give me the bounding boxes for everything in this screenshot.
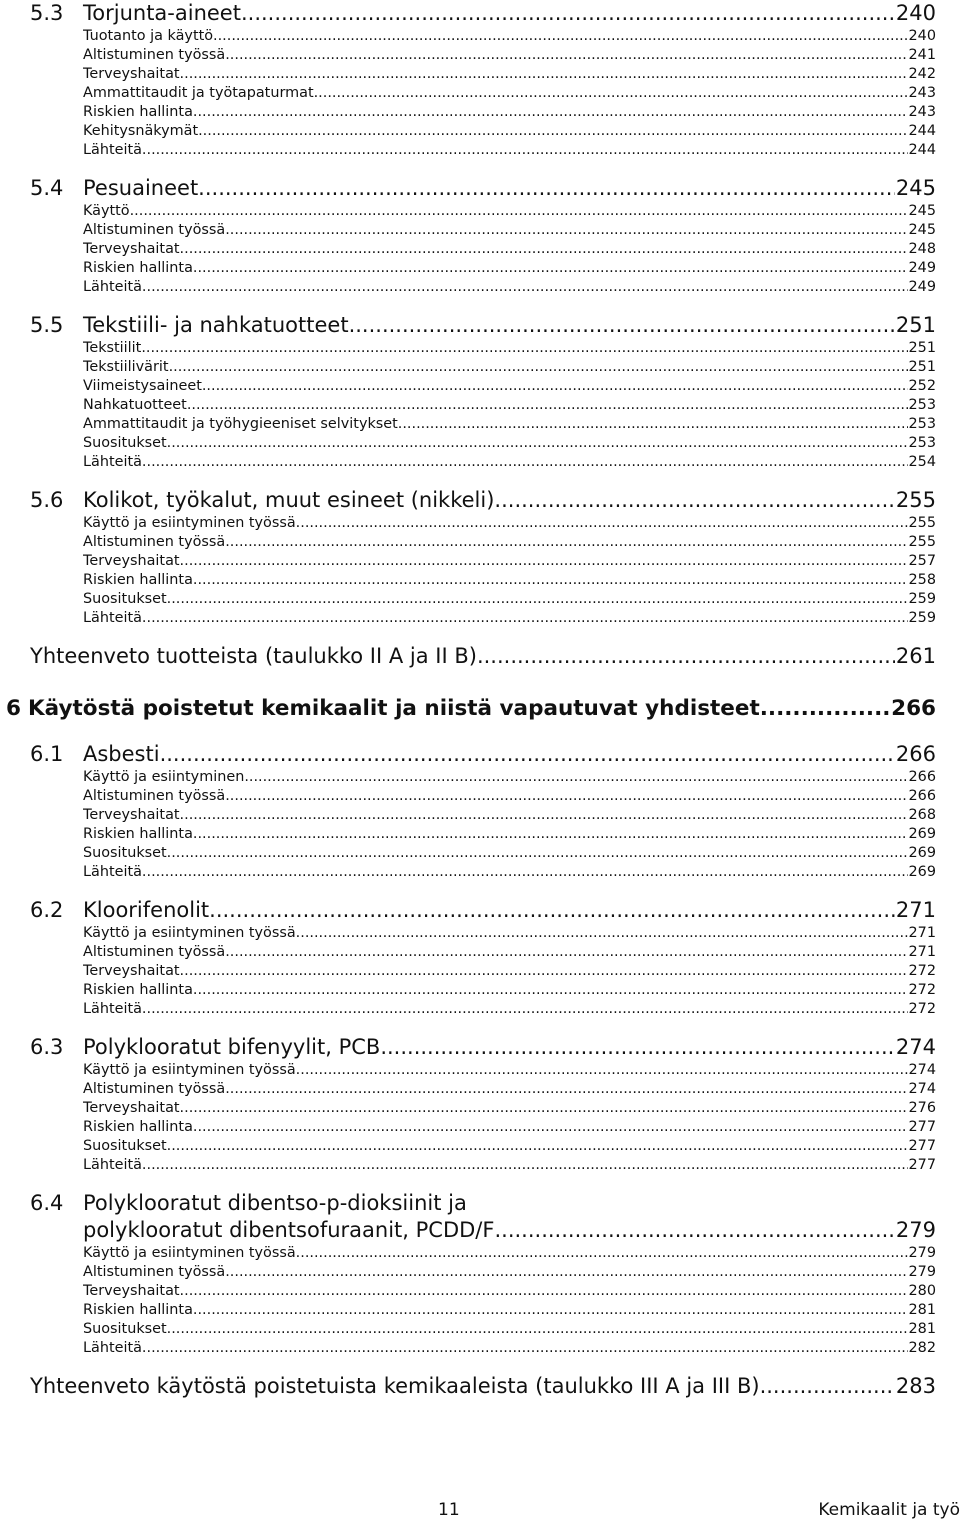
entry-title: Käyttö ja esiintyminen työssä [83, 1245, 296, 1261]
entry-title: Suositukset [83, 591, 167, 607]
entry-title: Nahkatuotteet [83, 397, 187, 413]
dot-leader [142, 863, 908, 882]
toc-block [0, 1034, 960, 1175]
section-title-line2: polyklooratut dibentsofuraanit, PCDD/F [83, 1218, 495, 1242]
entry-title: Terveyshaitat [83, 963, 180, 979]
dot-leader [167, 844, 908, 863]
section-number: 6.3 [30, 1035, 64, 1059]
entry-page: 269 [908, 864, 936, 880]
entry-title: Lähteitä [83, 1340, 142, 1356]
section-page: 245 [895, 176, 936, 200]
toc-entry [83, 514, 936, 533]
toc-section-heading [30, 312, 936, 339]
entry-page: 268 [908, 807, 936, 823]
toc-section-heading-line [30, 1217, 936, 1244]
section-title: Pesuaineet [83, 176, 199, 200]
toc-entry [83, 552, 936, 571]
toc-entry [83, 396, 936, 415]
dot-leader [225, 533, 907, 552]
toc-entry [83, 533, 936, 552]
entry-page: 254 [908, 454, 936, 470]
toc-section-heading [30, 897, 936, 924]
dot-leader [241, 0, 895, 27]
entry-page: 248 [908, 241, 936, 257]
dot-leader [180, 65, 908, 84]
toc-block [0, 312, 960, 472]
toc-entry [83, 768, 936, 787]
entry-title: Lähteitä [83, 610, 142, 626]
page-footer [0, 1500, 960, 1524]
dot-leader [142, 1339, 908, 1358]
entry-title: Suositukset [83, 435, 167, 451]
dot-leader [142, 453, 908, 472]
section-page: 271 [895, 898, 936, 922]
toc-block [0, 175, 960, 297]
dot-leader [380, 1034, 895, 1061]
entry-title: Altistuminen työssä [83, 1081, 226, 1097]
entry-page: 271 [908, 925, 936, 941]
entry-title: Riskien hallinta [83, 1119, 193, 1135]
toc-entry [83, 571, 936, 590]
entry-title: Ammattitaudit ja työhygieeniset selvitykset [83, 416, 398, 432]
dot-leader [141, 339, 907, 358]
dot-leader [198, 175, 895, 202]
entry-title: Terveyshaitat [83, 553, 180, 569]
entry-title: Altistuminen työssä [83, 1264, 226, 1280]
dot-leader [296, 924, 908, 943]
entry-title: Kehitysnäkymät [83, 123, 199, 139]
entry-page: 277 [908, 1119, 936, 1135]
entry-title: Terveyshaitat [83, 1100, 180, 1116]
entry-page: 269 [908, 845, 936, 861]
entry-page: 249 [908, 260, 936, 276]
toc-entry [83, 103, 936, 122]
toc-entry [83, 141, 936, 160]
dot-leader [314, 84, 908, 103]
toc-entry [83, 1118, 936, 1137]
toc-entry [83, 825, 936, 844]
dot-leader [193, 1301, 908, 1320]
section-number: 6 [6, 696, 21, 721]
publication-title: Kemikaalit ja työ [818, 1500, 960, 1520]
section-title: Tekstiili- ja nahkatuotteet [83, 313, 349, 337]
section-title-line1: Polyklooratut dibentso-p-dioksiinit ja [83, 1191, 467, 1215]
toc-entry [83, 240, 936, 259]
entry-page: 280 [908, 1283, 936, 1299]
dot-leader [760, 1373, 895, 1400]
entry-title: Altistuminen työssä [83, 534, 226, 550]
toc-entry [83, 84, 936, 103]
dot-leader [130, 202, 908, 221]
entry-page: 269 [908, 826, 936, 842]
dot-leader [167, 434, 908, 453]
section-number: 6.2 [30, 898, 64, 922]
dot-leader [760, 694, 890, 723]
toc-block [0, 487, 960, 628]
entry-page: 272 [908, 982, 936, 998]
toc-entry [83, 1156, 936, 1175]
toc-summary-heading [30, 1373, 936, 1400]
toc-entry [83, 787, 936, 806]
entry-title: Käyttö ja esiintyminen [83, 769, 245, 785]
entry-page: 277 [908, 1138, 936, 1154]
toc-entry [83, 943, 936, 962]
section-number: 5.6 [30, 488, 64, 512]
toc-entry [83, 590, 936, 609]
dot-leader [167, 590, 908, 609]
entry-page: 259 [908, 591, 936, 607]
section-number: 5.5 [30, 313, 64, 337]
dot-leader [213, 27, 908, 46]
section-page: 251 [895, 313, 936, 337]
entry-page: 279 [908, 1245, 936, 1261]
entry-page: 274 [908, 1062, 936, 1078]
toc-entry [83, 259, 936, 278]
toc-entry [83, 434, 936, 453]
dot-leader [225, 1080, 907, 1099]
toc-section-heading [30, 1190, 936, 1244]
dot-leader [296, 1061, 908, 1080]
toc-section-heading-line [30, 1190, 936, 1217]
entry-page: 249 [908, 279, 936, 295]
entry-page: 272 [908, 1001, 936, 1017]
summary-page: 261 [895, 644, 936, 668]
entry-title: Ammattitaudit ja työtapaturmat [83, 85, 314, 101]
toc-entry [83, 924, 936, 943]
toc-section-heading [30, 487, 936, 514]
section-number: 6.4 [30, 1191, 64, 1215]
dot-leader [225, 943, 907, 962]
section-title: Asbesti [83, 742, 160, 766]
section-number: 6.1 [30, 742, 64, 766]
entry-page: 243 [908, 85, 936, 101]
dot-leader [169, 358, 908, 377]
dot-leader [180, 552, 908, 571]
section-title: Kolikot, työkalut, muut esineet (nikkeli) [83, 488, 495, 512]
section-title: Käytöstä poistetut kemikaalit ja niistä vapautuvat yhdisteet [28, 696, 760, 721]
entry-page: 272 [908, 963, 936, 979]
toc-block [0, 1190, 960, 1358]
entry-page: 244 [908, 142, 936, 158]
toc-entry [83, 202, 936, 221]
dot-leader [349, 312, 895, 339]
section-page: 274 [895, 1035, 936, 1059]
entry-title: Käyttö [83, 203, 130, 219]
summary-title: Yhteenveto tuotteista (taulukko II A ja II B) [30, 644, 477, 668]
toc-entry [83, 1080, 936, 1099]
toc-block [0, 643, 960, 670]
toc-entry [83, 981, 936, 1000]
section-number: 5.3 [30, 1, 64, 25]
entry-title: Tekstiilivärit [83, 359, 169, 375]
entry-title: Riskien hallinta [83, 826, 193, 842]
toc-entry [83, 806, 936, 825]
toc-block [0, 1373, 960, 1400]
toc-section-heading [30, 175, 936, 202]
toc-entry [83, 1263, 936, 1282]
entry-title: Riskien hallinta [83, 1302, 193, 1318]
entry-page: 252 [908, 378, 936, 394]
entry-title: Tekstiilit [83, 340, 142, 356]
entry-title: Terveyshaitat [83, 66, 180, 82]
dot-leader [180, 240, 908, 259]
toc-entry [83, 1339, 936, 1358]
toc-entry [83, 453, 936, 472]
toc-entry [83, 415, 936, 434]
entry-title: Altistuminen työssä [83, 788, 226, 804]
entry-title: Riskien hallinta [83, 260, 193, 276]
toc-entry [83, 339, 936, 358]
toc-summary-heading [30, 643, 936, 670]
dot-leader [160, 741, 895, 768]
dot-leader [180, 1099, 908, 1118]
summary-page: 283 [895, 1374, 936, 1398]
entry-page: 240 [908, 28, 936, 44]
section-title: Polyklooratut bifenyylit, PCB [83, 1035, 381, 1059]
entry-page: 251 [908, 359, 936, 375]
dot-leader [225, 46, 907, 65]
section-page: 255 [895, 488, 936, 512]
toc-entry [83, 1244, 936, 1263]
dot-leader [142, 609, 908, 628]
entry-page: 277 [908, 1157, 936, 1173]
dot-leader [180, 806, 908, 825]
toc-entry [83, 962, 936, 981]
dot-leader [225, 221, 907, 240]
entry-page: 243 [908, 104, 936, 120]
entry-title: Lähteitä [83, 142, 142, 158]
dot-leader [225, 1263, 907, 1282]
entry-page: 274 [908, 1081, 936, 1097]
toc-block [0, 741, 960, 882]
entry-page: 257 [908, 553, 936, 569]
summary-title: Yhteenveto käytöstä poistetuista kemikaaleista (taulukko III A ja III B) [30, 1374, 760, 1398]
entry-page: 258 [908, 572, 936, 588]
toc-block [0, 0, 960, 160]
toc-entry [83, 1061, 936, 1080]
section-page: 266 [891, 696, 936, 721]
dot-leader [142, 1156, 908, 1175]
entry-title: Lähteitä [83, 1157, 142, 1173]
entry-title: Terveyshaitat [83, 807, 180, 823]
dot-leader [180, 1282, 908, 1301]
toc-entry [83, 1099, 936, 1118]
toc-entry [83, 609, 936, 628]
dot-leader [180, 962, 908, 981]
entry-page: 242 [908, 66, 936, 82]
dot-leader [494, 487, 894, 514]
toc-section-heading [30, 1034, 936, 1061]
dot-leader [187, 396, 908, 415]
toc-entry [83, 65, 936, 84]
entry-page: 245 [908, 203, 936, 219]
dot-leader [296, 1244, 908, 1263]
dot-leader [198, 122, 907, 141]
toc-entry [83, 46, 936, 65]
dot-leader [296, 514, 908, 533]
toc-entry [83, 221, 936, 240]
entry-page: 266 [908, 769, 936, 785]
entry-page: 255 [908, 515, 936, 531]
entry-title: Käyttö ja esiintyminen työssä [83, 515, 296, 531]
entry-title: Riskien hallinta [83, 982, 193, 998]
entry-title: Altistuminen työssä [83, 222, 226, 238]
entry-page: 276 [908, 1100, 936, 1116]
entry-title: Suositukset [83, 1321, 167, 1337]
toc-entry [83, 1301, 936, 1320]
toc-entry [83, 1000, 936, 1019]
entry-page: 281 [908, 1321, 936, 1337]
toc-entry [83, 377, 936, 396]
entry-page: 241 [908, 47, 936, 63]
toc-entry [83, 1282, 936, 1301]
entry-title: Altistuminen työssä [83, 47, 226, 63]
section-title: Torjunta-aineet [83, 1, 241, 25]
toc-entry [83, 27, 936, 46]
toc-entry [83, 122, 936, 141]
entry-page: 259 [908, 610, 936, 626]
toc-block [0, 694, 960, 723]
dot-leader [477, 643, 895, 670]
section-page: 266 [895, 742, 936, 766]
entry-title: Käyttö ja esiintyminen työssä [83, 1062, 296, 1078]
entry-title: Lähteitä [83, 279, 142, 295]
toc-section-heading [30, 0, 936, 27]
dot-leader [193, 571, 908, 590]
dot-leader [225, 787, 907, 806]
entry-title: Lähteitä [83, 1001, 142, 1017]
toc-entry [83, 1137, 936, 1156]
entry-page: 279 [908, 1264, 936, 1280]
toc-entry [83, 358, 936, 377]
toc-section-heading [30, 741, 936, 768]
dot-leader [398, 415, 908, 434]
toc-chapter-heading [6, 694, 936, 723]
section-page: 279 [895, 1218, 936, 1242]
entry-title: Käyttö ja esiintyminen työssä [83, 925, 296, 941]
section-number: 5.4 [30, 176, 64, 200]
entry-page: 253 [908, 435, 936, 451]
entry-page: 251 [908, 340, 936, 356]
dot-leader [244, 768, 907, 787]
entry-page: 255 [908, 534, 936, 550]
entry-page: 245 [908, 222, 936, 238]
dot-leader [494, 1217, 894, 1244]
dot-leader [142, 278, 908, 297]
entry-page: 244 [908, 123, 936, 139]
entry-page: 253 [908, 397, 936, 413]
entry-title: Riskien hallinta [83, 104, 193, 120]
toc-entry [83, 844, 936, 863]
entry-title: Riskien hallinta [83, 572, 193, 588]
toc-entry [83, 863, 936, 882]
section-title: Kloorifenolit [83, 898, 210, 922]
entry-title: Lähteitä [83, 454, 142, 470]
entry-title: Terveyshaitat [83, 241, 180, 257]
entry-page: 266 [908, 788, 936, 804]
toc-entry [83, 278, 936, 297]
dot-leader [193, 981, 908, 1000]
dot-leader [193, 825, 908, 844]
entry-title: Suositukset [83, 1138, 167, 1154]
dot-leader [193, 259, 908, 278]
entry-title: Suositukset [83, 845, 167, 861]
dot-leader [193, 1118, 908, 1137]
dot-leader [202, 377, 908, 396]
entry-title: Viimeistysaineet [83, 378, 202, 394]
dot-leader [142, 141, 908, 160]
entry-title: Altistuminen työssä [83, 944, 226, 960]
dot-leader [167, 1320, 908, 1339]
dot-leader [193, 103, 908, 122]
page-number: 11 [438, 1500, 460, 1520]
toc-entry [83, 1320, 936, 1339]
entry-title: Terveyshaitat [83, 1283, 180, 1299]
dot-leader [142, 1000, 908, 1019]
toc-block [0, 897, 960, 1019]
entry-title: Tuotanto ja käyttö [83, 28, 214, 44]
entry-title: Lähteitä [83, 864, 142, 880]
dot-leader [209, 897, 895, 924]
section-page: 240 [895, 1, 936, 25]
entry-page: 253 [908, 416, 936, 432]
entry-page: 271 [908, 944, 936, 960]
entry-page: 282 [908, 1340, 936, 1356]
entry-page: 281 [908, 1302, 936, 1318]
dot-leader [167, 1137, 908, 1156]
